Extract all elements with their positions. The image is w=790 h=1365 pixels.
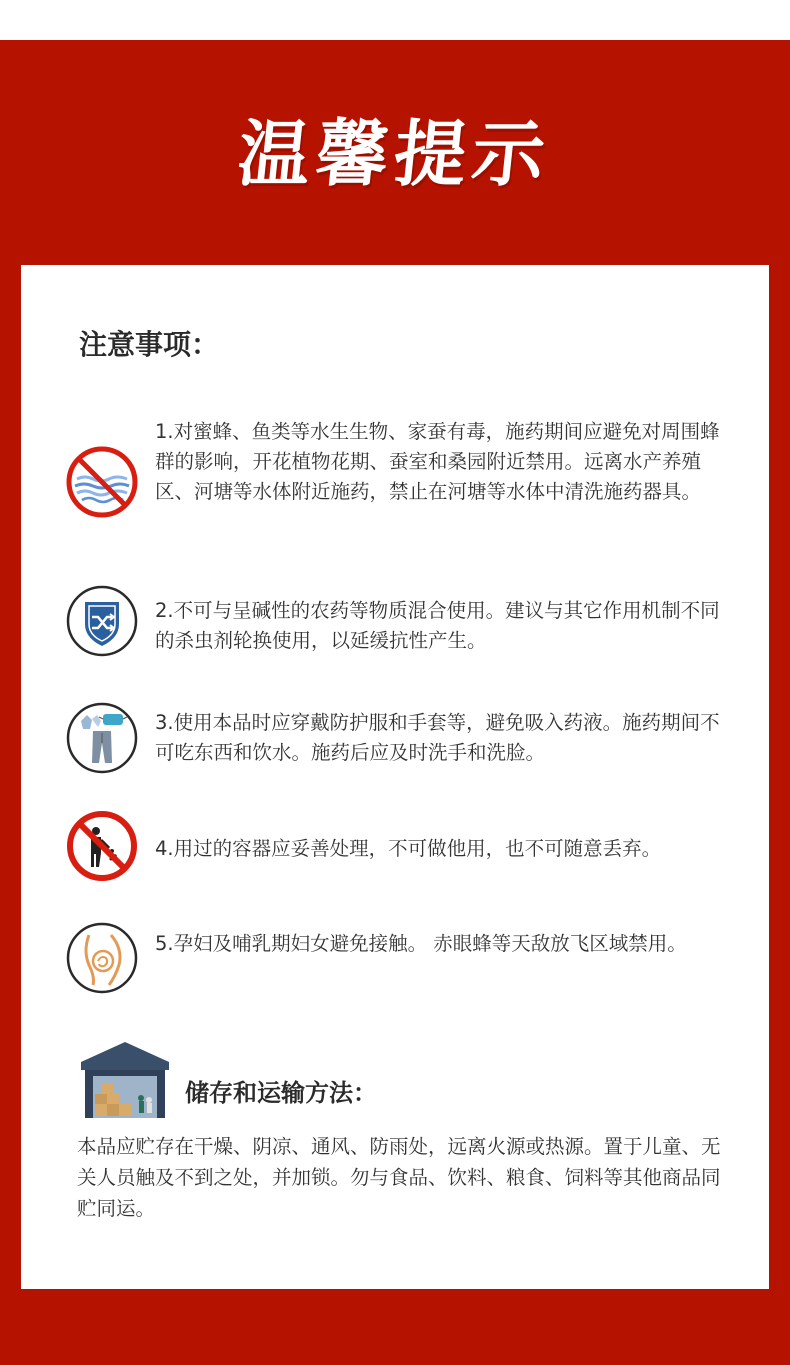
shuffle-shield-icon <box>65 584 139 658</box>
note-text-3: 3.使用本品时应穿戴防护服和手套等，避免吸入药液。施药期间不可吃东西和饮水。施药后应及时洗手和洗脸。 <box>155 711 720 764</box>
no-littering-icon <box>65 809 139 883</box>
protective-gear-icon <box>65 701 139 775</box>
page-title: 温馨提示 <box>233 111 555 196</box>
pregnant-woman-icon <box>65 921 139 995</box>
warehouse-icon <box>79 1040 171 1120</box>
notice-card <box>21 265 769 1289</box>
note-text-2: 2.不可与呈碱性的农药等物质混合使用。建议与其它作用机制不同的杀虫剂轮换使用，以延缓抗性产生。 <box>155 599 720 652</box>
note-text-5: 5.孕妇及哺乳期妇女避免接触。 赤眼蜂等天敌放飞区域禁用。 <box>155 932 687 955</box>
note-text-4: 4.用过的容器应妥善处理，不可做他用，也不可随意丢弃。 <box>155 837 662 860</box>
notes-heading: 注意事项： <box>79 328 220 361</box>
storage-heading: 储存和运输方法： <box>185 1079 377 1107</box>
no-water-icon <box>65 445 139 519</box>
top-margin <box>0 0 790 40</box>
storage-text: 本品应贮存在干燥、阴凉、通风、防雨处，远离火源或热源。置于儿童、无关人员触及不到之处，并加锁。勿与食品、饮料、粮食、饲料等其他商品同贮同运。 <box>77 1135 721 1220</box>
note-text-1: 1.对蜜蜂、鱼类等水生生物、家蚕有毒，施药期间应避免对周围蜂群的影响，开花植物花期、蚕室和桑园附近禁用。远离水产养殖区、河塘等水体附近施药，禁止在河塘等水体中清洗施药器具。 <box>155 420 720 503</box>
